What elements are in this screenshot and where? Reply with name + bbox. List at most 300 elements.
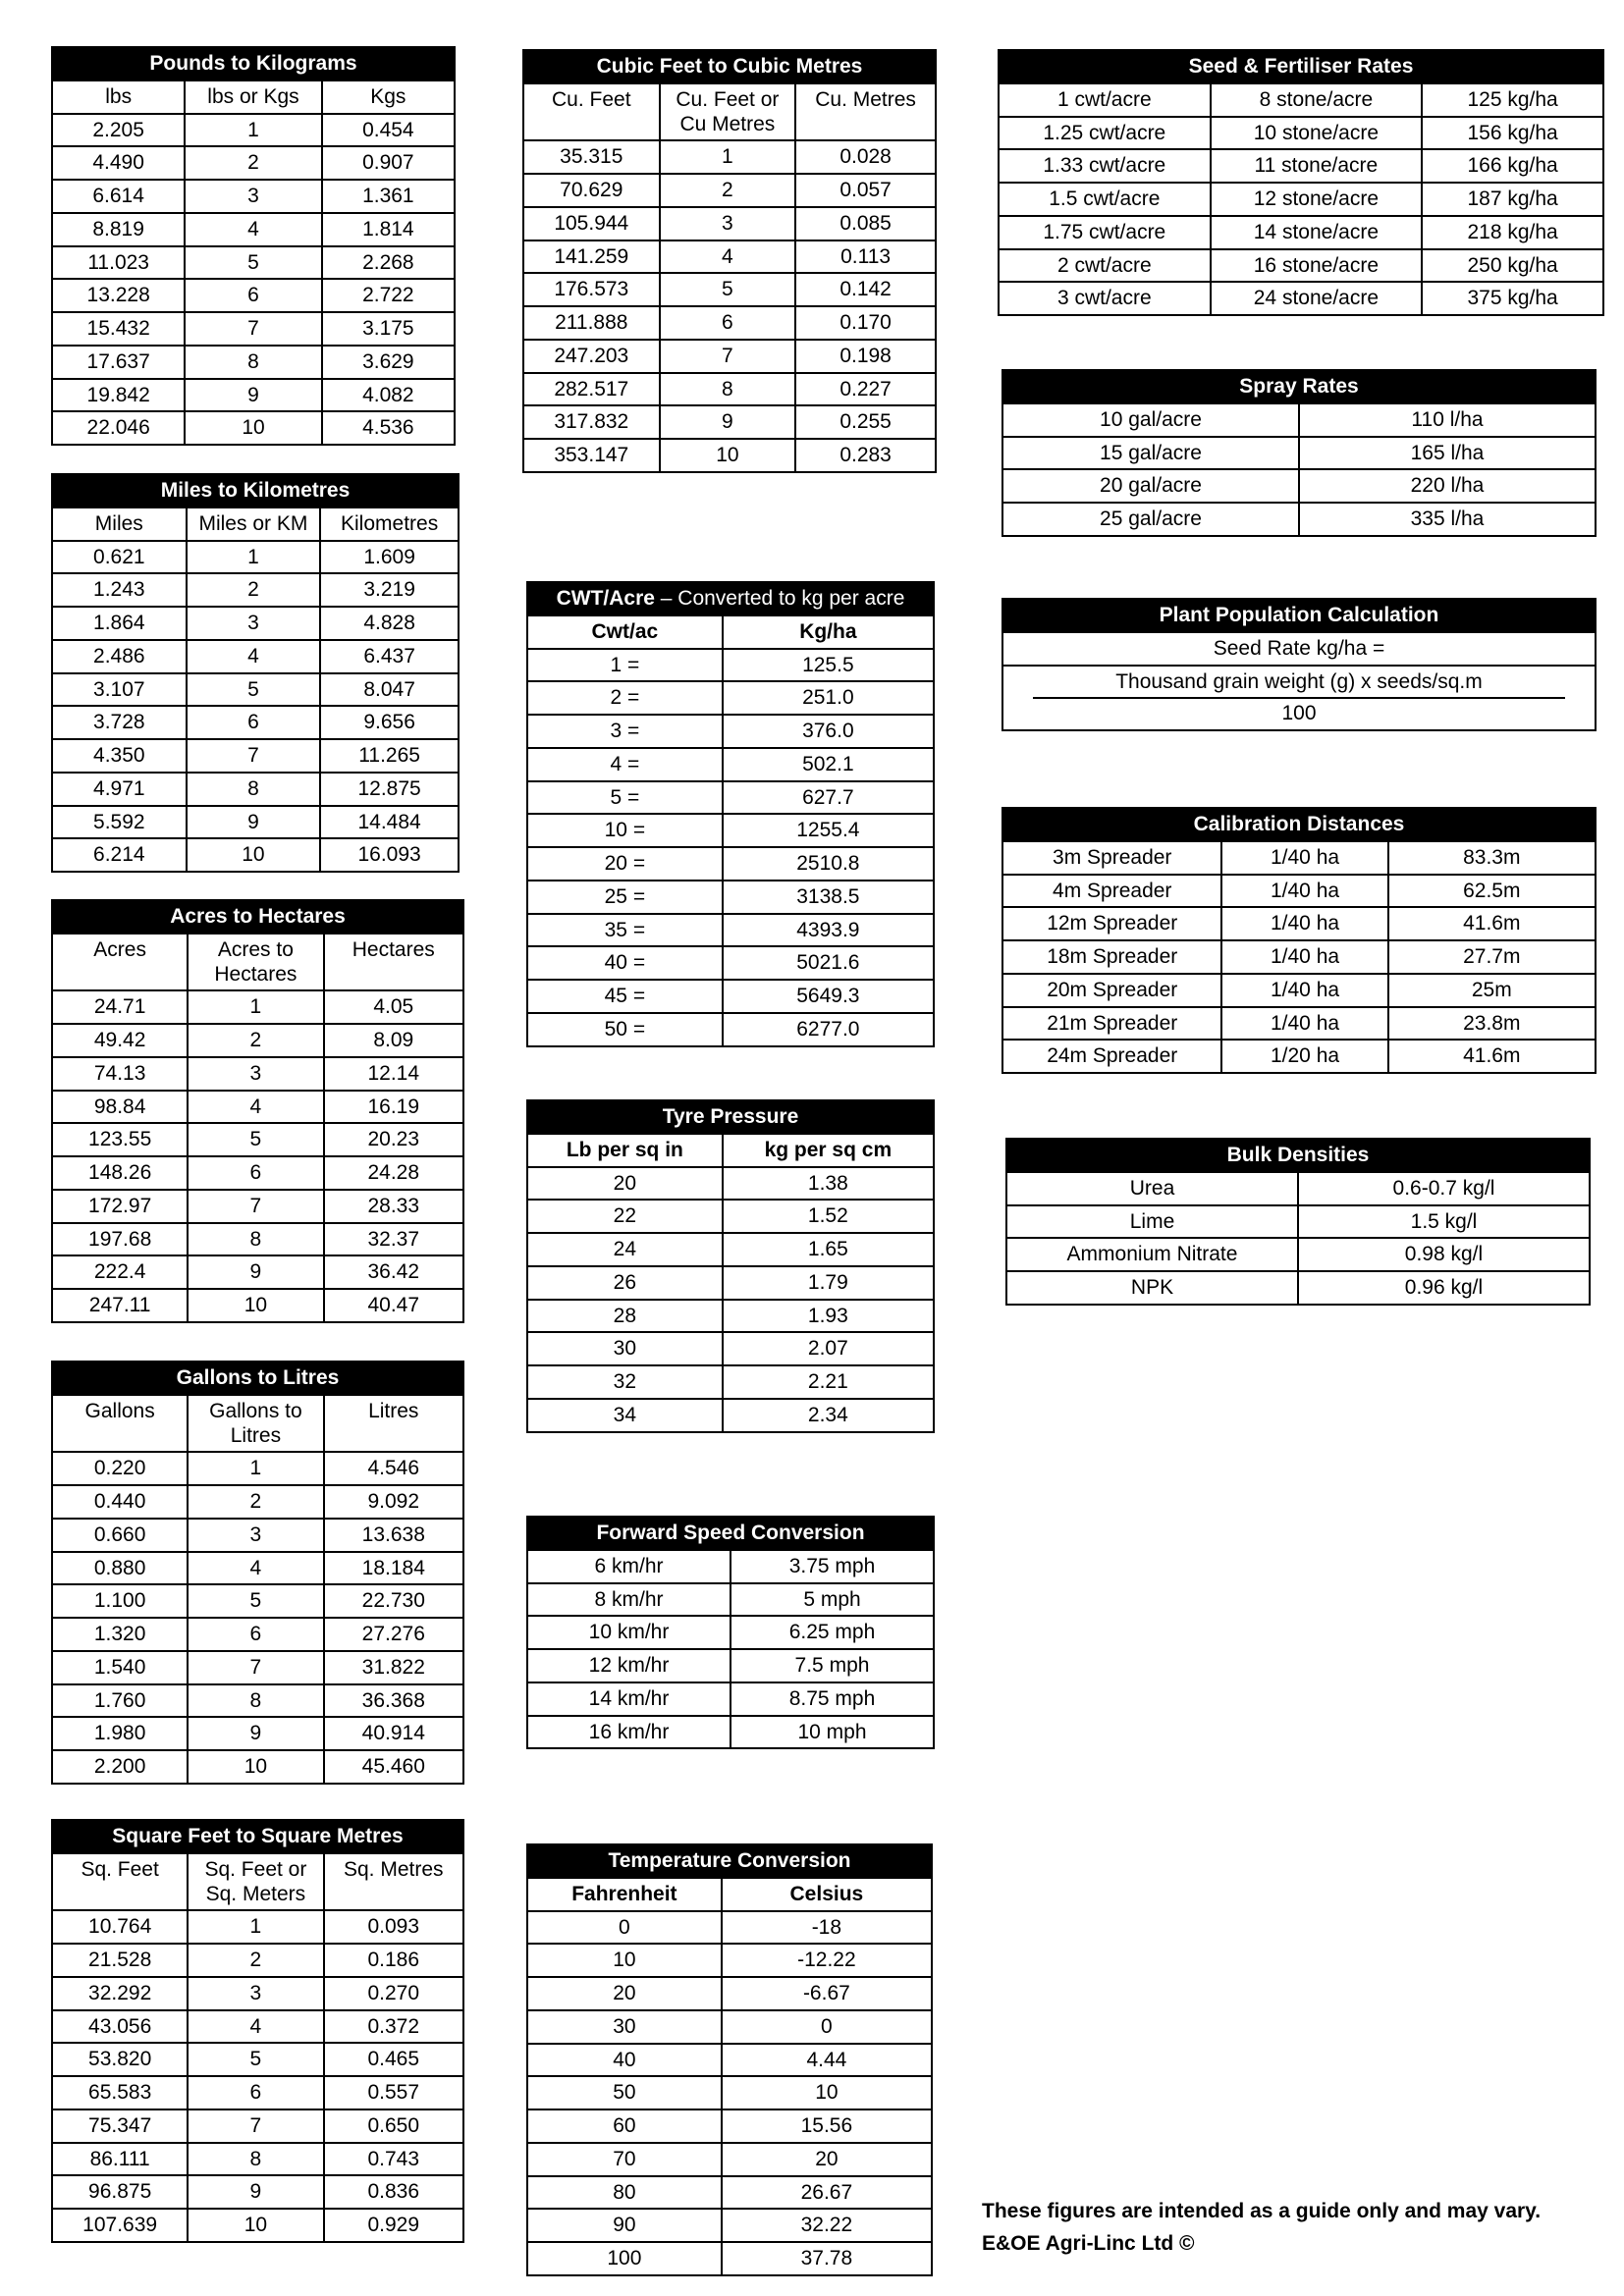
table-row: [52, 1944, 463, 1977]
table-cell: 26: [527, 1266, 723, 1300]
table-cell: 22.046: [52, 411, 185, 445]
table-cell: 70: [527, 2143, 722, 2176]
table-cell: 86.111: [52, 2143, 188, 2176]
table-cell: 18.184: [324, 1552, 463, 1585]
table-cell: 11 stone/acre: [1211, 149, 1423, 183]
table-row: [527, 715, 934, 748]
table-cell: 0.113: [795, 240, 936, 274]
table-cell: 5: [188, 1584, 323, 1618]
table-cell: 4: [185, 213, 321, 246]
spray-rates-table: [1001, 369, 1597, 537]
table-row: [52, 1452, 463, 1485]
table-cell: 17.637: [52, 346, 185, 379]
table-row: [52, 1255, 463, 1289]
table-row: [52, 838, 459, 872]
table-cell: 375 kg/ha: [1422, 282, 1603, 315]
table-title: Spray Rates: [1002, 370, 1596, 403]
table-cell: 125 kg/ha: [1422, 83, 1603, 117]
table-row: [1002, 841, 1596, 875]
table-cell: 70.629: [523, 174, 660, 207]
table-cell: 16 km/hr: [527, 1716, 731, 1749]
table-cell: 0.057: [795, 174, 936, 207]
table-cell: 3 =: [527, 715, 723, 748]
table-cell: 74.13: [52, 1057, 188, 1091]
column-header: Sq. Metres: [324, 1853, 463, 1911]
table-cell: 75.347: [52, 2109, 188, 2143]
table-row: [52, 146, 455, 180]
table-cell: 10: [188, 2209, 323, 2242]
table-cell: 25m: [1388, 974, 1596, 1007]
column-header: Litres: [324, 1395, 463, 1453]
table-cell: 24: [527, 1233, 723, 1266]
table-row: [527, 1266, 934, 1300]
table-row: [52, 213, 455, 246]
table-cell: 0.557: [324, 2076, 463, 2109]
table-cell: 0.929: [324, 2209, 463, 2242]
table-cell: 28.33: [324, 1190, 463, 1223]
table-cell: 20m Spreader: [1002, 974, 1221, 1007]
table-cell: 5021.6: [723, 946, 934, 980]
table-cell: 123.55: [52, 1123, 188, 1156]
table-cell: 65.583: [52, 2076, 188, 2109]
table-cell: 22.730: [324, 1584, 463, 1618]
table-cell: 8.819: [52, 213, 185, 246]
table-row: [527, 2176, 932, 2210]
table-row: [52, 773, 459, 806]
table-cell: 0.454: [322, 114, 455, 147]
table-cell: 1: [185, 114, 321, 147]
table-row: [523, 240, 936, 274]
table-cell: 1/40 ha: [1221, 974, 1387, 1007]
title-rest: – Converted to kg per acre: [654, 587, 905, 610]
table-row: [1002, 1040, 1596, 1073]
table-cell: 80: [527, 2176, 722, 2210]
table-row: [52, 2043, 463, 2076]
table-cell: 10 mph: [731, 1716, 934, 1749]
table-cell: 1: [188, 990, 323, 1024]
table-row: [52, 1057, 463, 1091]
table-row: [527, 1300, 934, 1333]
table-cell: 90: [527, 2209, 722, 2242]
table-row: [1002, 1007, 1596, 1041]
table-cell: 250 kg/ha: [1422, 249, 1603, 283]
calibration-distances-table: [1001, 807, 1597, 1074]
table-cell: 24.71: [52, 990, 188, 1024]
copyright-line: E&OE Agri-Linc Ltd ©: [982, 2231, 1195, 2255]
table-cell: 1.609: [320, 541, 459, 574]
table-cell: 0.093: [324, 1910, 463, 1944]
table-cell: 2: [188, 1024, 323, 1057]
table-row: [1002, 503, 1596, 536]
table-cell: 20: [722, 2143, 932, 2176]
table-row: [1002, 469, 1596, 503]
table-cell: 11.265: [320, 739, 459, 773]
table-cell: 247.11: [52, 1289, 188, 1322]
table-row: [527, 2044, 932, 2077]
table-cell: 25 gal/acre: [1002, 503, 1299, 536]
table-cell: 41.6m: [1388, 1040, 1596, 1073]
table-cell: 10: [722, 2076, 932, 2109]
table-cell: 0.170: [795, 306, 936, 340]
table-row: [523, 373, 936, 406]
plant-population-calculation: [1001, 598, 1597, 731]
table-title: Pounds to Kilograms: [52, 47, 455, 80]
table-cell: 98.84: [52, 1091, 188, 1124]
table-cell: 4 =: [527, 748, 723, 781]
table-cell: 197.68: [52, 1223, 188, 1256]
table-cell: 7: [188, 2109, 323, 2143]
table-cell: 0.227: [795, 373, 936, 406]
table-cell: 1/20 ha: [1221, 1040, 1387, 1073]
table-cell: 22: [527, 1200, 723, 1233]
cubic-feet-to-cubic-metres-table: [522, 49, 937, 473]
table-cell: 4.490: [52, 146, 185, 180]
table-cell: 0.142: [795, 273, 936, 306]
table-cell: 6.214: [52, 838, 187, 872]
table-cell: 14 km/hr: [527, 1682, 731, 1716]
table-cell: 15.56: [722, 2109, 932, 2143]
table-title: Square Feet to Square Metres: [52, 1820, 463, 1853]
column-header: Gallons: [52, 1395, 188, 1453]
column-header: Miles or KM: [187, 507, 321, 541]
table-cell: 8: [185, 346, 321, 379]
table-cell: 9.656: [320, 706, 459, 739]
column-header: Kg/ha: [723, 615, 934, 649]
table-row: [527, 881, 934, 914]
cwt-per-acre-table: [526, 581, 935, 1047]
table-cell: 1.5 kg/l: [1298, 1205, 1590, 1239]
table-cell: 8: [187, 773, 321, 806]
table-cell: 156 kg/ha: [1422, 117, 1603, 150]
table-cell: 10: [188, 1289, 323, 1322]
table-cell: 11.023: [52, 246, 185, 280]
table-cell: 10: [188, 1750, 323, 1784]
table-cell: 6.25 mph: [731, 1616, 934, 1649]
table-cell: 0.98 kg/l: [1298, 1238, 1590, 1271]
table-cell: 376.0: [723, 715, 934, 748]
table-cell: 5: [188, 1123, 323, 1156]
table-cell: 60: [527, 2109, 722, 2143]
table-cell: 1.361: [322, 180, 455, 213]
table-title: Calibration Distances: [1002, 808, 1596, 841]
table-row: [52, 1485, 463, 1519]
table-cell: 6277.0: [723, 1013, 934, 1046]
table-row: [999, 183, 1603, 216]
table-row: [527, 1583, 934, 1617]
table-cell: 9: [188, 1255, 323, 1289]
table-cell: 4.971: [52, 773, 187, 806]
table-cell: 26.67: [722, 2176, 932, 2210]
table-cell: 0.907: [322, 146, 455, 180]
table-cell: 4393.9: [723, 914, 934, 947]
table-cell: 100: [527, 2242, 722, 2275]
table-cell: 24.28: [324, 1156, 463, 1190]
table-cell: 2.486: [52, 640, 187, 673]
table-cell: 8: [188, 1223, 323, 1256]
table-cell: 32.22: [722, 2209, 932, 2242]
table-cell: 24m Spreader: [1002, 1040, 1221, 1073]
column-header: Cu. Metres: [795, 83, 936, 141]
column-header: Sq. Feet or Sq. Meters: [188, 1853, 323, 1911]
table-cell: 251.0: [723, 681, 934, 715]
table-cell: 8.09: [324, 1024, 463, 1057]
table-cell: 3: [188, 1519, 323, 1552]
table-cell: 50: [527, 2076, 722, 2109]
table-title: Plant Population Calculation: [1002, 599, 1596, 632]
table-cell: 6.614: [52, 180, 185, 213]
table-row: [1002, 940, 1596, 974]
table-cell: 1 cwt/acre: [999, 83, 1211, 117]
table-cell: 176.573: [523, 273, 660, 306]
table-cell: 7: [660, 340, 796, 373]
table-row: [523, 439, 936, 472]
table-cell: 0.255: [795, 405, 936, 439]
table-cell: 10: [187, 838, 321, 872]
table-cell: 3.629: [322, 346, 455, 379]
table-row: [1006, 1172, 1590, 1205]
table-cell: 3m Spreader: [1002, 841, 1221, 875]
table-row: [52, 1552, 463, 1585]
table-cell: 0.085: [795, 207, 936, 240]
table-cell: 1.75 cwt/acre: [999, 216, 1211, 249]
table-cell: 20 =: [527, 847, 723, 881]
table-title: Miles to Kilometres: [52, 474, 459, 507]
table-cell: 9: [185, 379, 321, 412]
table-cell: 10 stone/acre: [1211, 117, 1423, 150]
table-row: [1002, 437, 1596, 470]
table-cell: 8: [188, 2143, 323, 2176]
table-cell: 317.832: [523, 405, 660, 439]
table-cell: -18: [722, 1911, 932, 1945]
table-row: [52, 573, 459, 607]
table-cell: 2.21: [723, 1365, 934, 1399]
table-cell: 3138.5: [723, 881, 934, 914]
table-cell: 0.270: [324, 1977, 463, 2010]
table-cell: 12 stone/acre: [1211, 183, 1423, 216]
table-cell: 36.42: [324, 1255, 463, 1289]
table-row: [52, 1651, 463, 1684]
table-row: [527, 1550, 934, 1583]
table-cell: 1: [188, 1910, 323, 1944]
table-cell: -6.67: [722, 1977, 932, 2010]
table-cell: 6: [188, 1156, 323, 1190]
formula-fraction: [1002, 666, 1596, 731]
table-cell: 2510.8: [723, 847, 934, 881]
table-row: [527, 946, 934, 980]
column-header: lbs: [52, 80, 185, 114]
table-cell: 14.484: [320, 806, 459, 839]
table-cell: 20: [527, 1167, 723, 1201]
title-bold: CWT/Acre: [556, 587, 655, 610]
table-cell: 32: [527, 1365, 723, 1399]
column-header: Gallons to Litres: [188, 1395, 323, 1453]
table-cell: 23.8m: [1388, 1007, 1596, 1041]
table-cell: 8.047: [320, 673, 459, 707]
table-cell: 1.320: [52, 1618, 188, 1651]
table-cell: 5.592: [52, 806, 187, 839]
table-cell: 5649.3: [723, 980, 934, 1013]
table-row: [527, 748, 934, 781]
table-cell: 45 =: [527, 980, 723, 1013]
table-cell: 1.980: [52, 1717, 188, 1750]
table-row: [52, 1289, 463, 1322]
column-header: Cu. Feet: [523, 83, 660, 141]
table-cell: 2 cwt/acre: [999, 249, 1211, 283]
table-cell: 6 km/hr: [527, 1550, 731, 1583]
table-cell: 6: [185, 279, 321, 312]
table-cell: 172.97: [52, 1190, 188, 1223]
table-cell: 2 =: [527, 681, 723, 715]
table-cell: 4.05: [324, 990, 463, 1024]
table-cell: 166 kg/ha: [1422, 149, 1603, 183]
table-cell: 0.465: [324, 2043, 463, 2076]
table-cell: 1/40 ha: [1221, 875, 1387, 908]
table-cell: 5: [188, 2043, 323, 2076]
table-cell: 2: [188, 1944, 323, 1977]
column-header: kg per sq cm: [723, 1134, 934, 1167]
table-cell: 20 gal/acre: [1002, 469, 1299, 503]
table-row: [52, 1190, 463, 1223]
table-row: [52, 279, 455, 312]
seed-fertiliser-rates-table: [998, 49, 1604, 316]
table-cell: 3.107: [52, 673, 187, 707]
table-cell: 4: [187, 640, 321, 673]
table-title: Bulk Densities: [1006, 1139, 1590, 1172]
table-cell: 9: [188, 2175, 323, 2209]
column-header: lbs or Kgs: [185, 80, 321, 114]
table-cell: 1: [188, 1452, 323, 1485]
table-cell: 3: [187, 607, 321, 640]
table-cell: 2: [660, 174, 796, 207]
table-cell: 7: [188, 1651, 323, 1684]
table-row: [52, 541, 459, 574]
table-row: [52, 1618, 463, 1651]
table-row: [52, 1091, 463, 1124]
table-cell: 3.728: [52, 706, 187, 739]
table-cell: 3: [188, 1057, 323, 1091]
table-cell: 0.186: [324, 1944, 463, 1977]
table-cell: 0.743: [324, 2143, 463, 2176]
table-row: [523, 306, 936, 340]
table-cell: Urea: [1006, 1172, 1298, 1205]
table-cell: 10: [660, 439, 796, 472]
table-cell: 40.47: [324, 1289, 463, 1322]
table-cell: 165 l/ha: [1299, 437, 1596, 470]
table-row: [527, 1399, 934, 1432]
table-cell: 4: [188, 1552, 323, 1585]
tyre-pressure-table: [526, 1099, 935, 1433]
table-row: [1002, 974, 1596, 1007]
table-cell: 125.5: [723, 649, 934, 682]
table-cell: 13.228: [52, 279, 185, 312]
table-cell: 83.3m: [1388, 841, 1596, 875]
table-cell: 27.276: [324, 1618, 463, 1651]
table-cell: 0: [527, 1911, 722, 1945]
table-row: [527, 2010, 932, 2044]
table-cell: 282.517: [523, 373, 660, 406]
table-cell: 36.368: [324, 1684, 463, 1718]
table-cell: 0.372: [324, 2010, 463, 2044]
table-cell: 10: [185, 411, 321, 445]
column-header: Acres to Hectares: [188, 934, 323, 991]
table-title: [527, 582, 934, 615]
table-cell: 3: [660, 207, 796, 240]
table-cell: 16.19: [324, 1091, 463, 1124]
table-title: Gallons to Litres: [52, 1362, 463, 1395]
table-cell: 1.93: [723, 1300, 934, 1333]
table-cell: 7: [187, 739, 321, 773]
table-title: Acres to Hectares: [52, 900, 463, 934]
table-row: [523, 340, 936, 373]
table-row: [52, 1123, 463, 1156]
table-cell: 4.350: [52, 739, 187, 773]
table-row: [52, 806, 459, 839]
table-row: [52, 1156, 463, 1190]
table-cell: 1.79: [723, 1266, 934, 1300]
table-row: [52, 706, 459, 739]
table-cell: 2.34: [723, 1399, 934, 1432]
table-cell: 0.283: [795, 439, 936, 472]
table-cell: 10 km/hr: [527, 1616, 731, 1649]
bulk-densities-table: [1005, 1138, 1591, 1306]
table-cell: 0.660: [52, 1519, 188, 1552]
table-cell: 353.147: [523, 439, 660, 472]
formula-numerator: Thousand grain weight (g) x seeds/sq.m: [1033, 670, 1565, 700]
table-row: [527, 2143, 932, 2176]
column-header: Celsius: [722, 1878, 932, 1911]
table-cell: 7: [185, 312, 321, 346]
table-cell: 1.760: [52, 1684, 188, 1718]
table-cell: 1/40 ha: [1221, 907, 1387, 940]
table-row: [527, 1365, 934, 1399]
table-row: [52, 246, 455, 280]
table-cell: 9: [188, 1717, 323, 1750]
table-row: [52, 1750, 463, 1784]
table-cell: 0.650: [324, 2109, 463, 2143]
table-cell: 9: [187, 806, 321, 839]
table-row: [527, 1716, 934, 1749]
table-cell: 0.96 kg/l: [1298, 1271, 1590, 1305]
table-row: [52, 2109, 463, 2143]
table-cell: 1.65: [723, 1233, 934, 1266]
table-cell: 4.44: [722, 2044, 932, 2077]
table-cell: 43.056: [52, 2010, 188, 2044]
table-cell: 148.26: [52, 1156, 188, 1190]
table-cell: 4: [660, 240, 796, 274]
table-cell: 15.432: [52, 312, 185, 346]
table-cell: Lime: [1006, 1205, 1298, 1239]
acres-to-hectares-table: [51, 899, 464, 1323]
table-row: [527, 1013, 934, 1046]
table-row: [1006, 1271, 1590, 1305]
table-cell: 1.52: [723, 1200, 934, 1233]
table-cell: 105.944: [523, 207, 660, 240]
table-row: [52, 1519, 463, 1552]
table-cell: 107.639: [52, 2209, 188, 2242]
table-row: [527, 2109, 932, 2143]
pounds-to-kilograms-table: [51, 46, 456, 446]
table-row: [523, 405, 936, 439]
table-row: [999, 216, 1603, 249]
table-cell: 50 =: [527, 1013, 723, 1046]
table-cell: 34: [527, 1399, 723, 1432]
table-row: [527, 1911, 932, 1945]
table-row: [527, 914, 934, 947]
table-cell: 2.205: [52, 114, 185, 147]
column-header: Lb per sq in: [527, 1134, 723, 1167]
table-cell: 4: [188, 2010, 323, 2044]
table-cell: 40: [527, 2044, 722, 2077]
